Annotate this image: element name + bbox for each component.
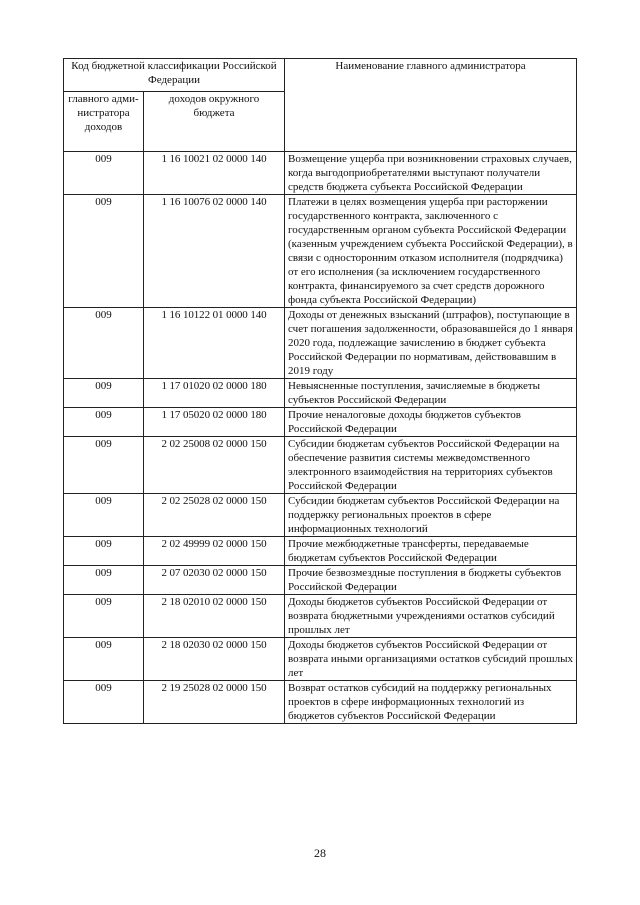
table-row — [64, 308, 577, 379]
row-admin-code: 009 — [64, 595, 144, 638]
table-row — [64, 566, 577, 595]
table-body — [64, 152, 577, 724]
table-row — [64, 595, 577, 638]
row-budget-code: 1 16 10122 01 0000 140 — [144, 308, 285, 379]
row-admin-code: 009 — [64, 408, 144, 437]
row-budget-code: 2 19 25028 02 0000 150 — [144, 681, 285, 724]
table-row — [64, 152, 577, 195]
row-administrator-name: Возврат остатков субсидий на поддержку региональных проектов в сфере информационных технологий из бюджетов субъектов Российской Федерации — [285, 681, 577, 724]
row-admin-code: 009 — [64, 152, 144, 195]
table-row — [64, 195, 577, 308]
row-budget-code: 2 02 49999 02 0000 150 — [144, 537, 285, 566]
row-administrator-name: Субсидии бюджетам субъектов Российской Федерации на поддержку региональных проектов в сфере информационных технологий — [285, 494, 577, 537]
row-admin-code: 009 — [64, 638, 144, 681]
table-row — [64, 437, 577, 494]
header-classification-code: Код бюджетной классификации Российской Федерации — [64, 59, 285, 92]
row-budget-code: 1 16 10021 02 0000 140 — [144, 152, 285, 195]
row-budget-code: 1 17 05020 02 0000 180 — [144, 408, 285, 437]
row-budget-code: 2 02 25008 02 0000 150 — [144, 437, 285, 494]
row-admin-code: 009 — [64, 379, 144, 408]
row-budget-code: 1 17 01020 02 0000 180 — [144, 379, 285, 408]
row-administrator-name: Доходы от денежных взысканий (штрафов), поступающие в счет погашения задолженности, образовавшейся до 1 января 2020 года, подлежащие зачислению в бюджет субъекта Российской Федерации по нормативам, действовавшим в 2019 году — [285, 308, 577, 379]
row-administrator-name: Возмещение ущерба при возникновении страховых случаев, когда выгодоприобретателями выступают получатели средств бюджета субъекта Российской Федерации — [285, 152, 577, 195]
row-administrator-name: Платежи в целях возмещения ущерба при расторжении государственного контракта, заключенного с государственным органом субъекта Российской Федерации (казенным учреждением субъекта Российской Федерации), в связи с односторонним отказом исполнителя (подрядчика) от его исполнения (за исключением государственного контракта, финансируемого за счет средств дорожного фонда субъекта Российской Федерации) — [285, 195, 577, 308]
row-administrator-name: Доходы бюджетов субъектов Российской Федерации от возврата бюджетными учреждениями остатков субсидий прошлых лет — [285, 595, 577, 638]
row-budget-code: 1 16 10076 02 0000 140 — [144, 195, 285, 308]
header-main-administrator: главного адми-нистратора доходов — [64, 92, 144, 152]
row-budget-code: 2 18 02030 02 0000 150 — [144, 638, 285, 681]
table-row — [64, 537, 577, 566]
row-budget-code: 2 02 25028 02 0000 150 — [144, 494, 285, 537]
header-district-budget-income: доходов окружного бюджета — [144, 92, 285, 152]
row-administrator-name: Доходы бюджетов субъектов Российской Федерации от возврата иными организациями остатков субсидий прошлых лет — [285, 638, 577, 681]
table-row — [64, 681, 577, 724]
row-admin-code: 009 — [64, 195, 144, 308]
table-row — [64, 638, 577, 681]
row-administrator-name: Прочие межбюджетные трансферты, передаваемые бюджетам субъектов Российской Федерации — [285, 537, 577, 566]
row-administrator-name: Прочие безвозмездные поступления в бюджеты субъектов Российской Федерации — [285, 566, 577, 595]
row-admin-code: 009 — [64, 566, 144, 595]
row-administrator-name: Невыясненные поступления, зачисляемые в бюджеты субъектов Российской Федерации — [285, 379, 577, 408]
budget-classification-table — [63, 58, 577, 724]
table-row — [64, 494, 577, 537]
page-number: 28 — [314, 846, 326, 860]
table-row — [64, 379, 577, 408]
row-budget-code: 2 07 02030 02 0000 150 — [144, 566, 285, 595]
row-budget-code: 2 18 02010 02 0000 150 — [144, 595, 285, 638]
row-admin-code: 009 — [64, 681, 144, 724]
header-administrator-name: Наименование главного администратора — [285, 59, 577, 152]
row-administrator-name: Прочие неналоговые доходы бюджетов субъектов Российской Федерации — [285, 408, 577, 437]
row-admin-code: 009 — [64, 494, 144, 537]
row-admin-code: 009 — [64, 537, 144, 566]
row-admin-code: 009 — [64, 437, 144, 494]
row-administrator-name: Субсидии бюджетам субъектов Российской Федерации на обеспечение развития системы межведомственного электронного взаимодействия на территориях субъектов Российской Федерации — [285, 437, 577, 494]
table-row — [64, 408, 577, 437]
row-admin-code: 009 — [64, 308, 144, 379]
